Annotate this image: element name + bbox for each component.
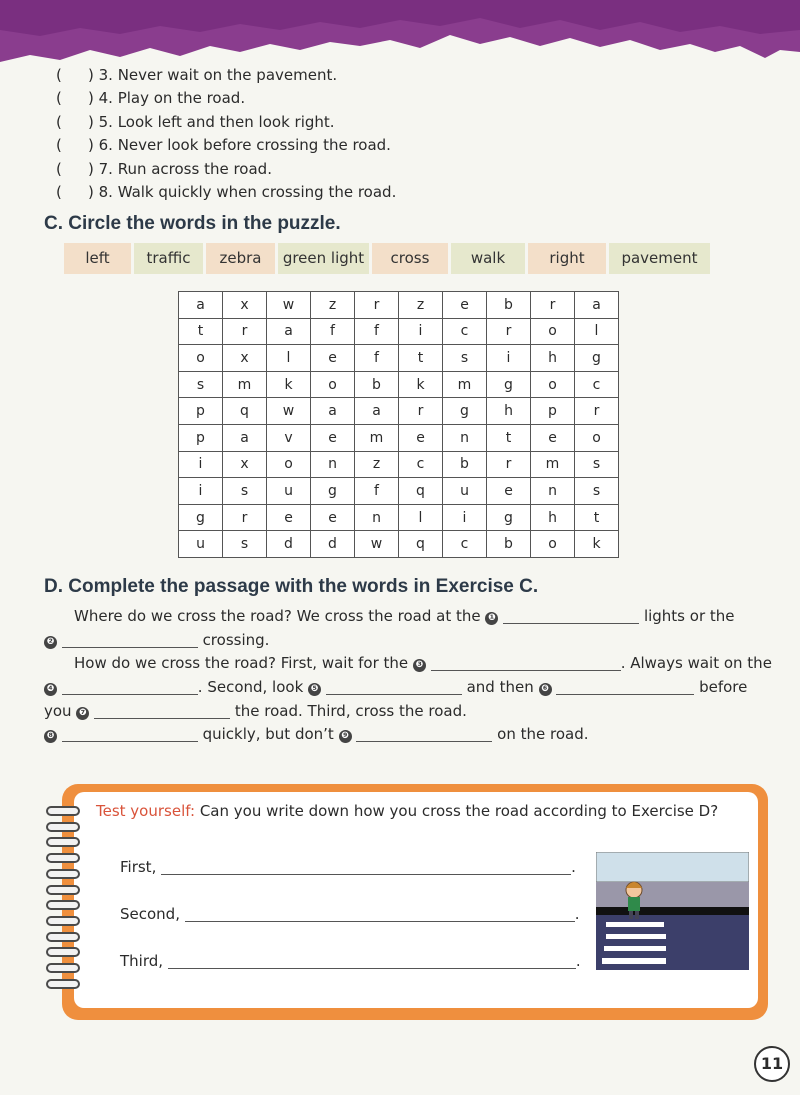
grid-cell[interactable]: c: [443, 318, 487, 345]
binding-ring: [46, 837, 80, 847]
statement-item: [56, 158, 396, 181]
grid-cell[interactable]: m: [531, 451, 575, 478]
passage-text: How do we cross the road? First, wait for the: [74, 654, 409, 672]
blank-number-1: ❶: [485, 612, 498, 625]
grid-cell[interactable]: f: [355, 478, 399, 505]
period: .: [575, 952, 581, 970]
binding-ring: [46, 869, 80, 879]
grid-cell[interactable]: k: [575, 531, 619, 558]
statement-text: ) 3. Never wait on the pavement.: [88, 66, 338, 84]
first-label: First,: [120, 858, 157, 876]
answer-blank-1[interactable]: [503, 609, 639, 624]
grid-row: [179, 292, 619, 319]
grid-cell[interactable]: n: [355, 504, 399, 531]
blank-number-9: ❾: [339, 730, 352, 743]
grid-cell[interactable]: i: [179, 478, 223, 505]
answer-blank-8[interactable]: [62, 727, 198, 742]
answer-blank-9[interactable]: [356, 727, 492, 742]
binding-ring: [46, 806, 80, 816]
third-label: Third,: [120, 952, 164, 970]
blank-number-2: ❷: [44, 636, 57, 649]
grid-cell[interactable]: l: [267, 345, 311, 372]
grid-cell[interactable]: s: [443, 345, 487, 372]
grid-cell[interactable]: c: [443, 531, 487, 558]
binding-ring: [46, 963, 80, 973]
passage-text: and then: [466, 678, 534, 696]
word-bank-chip: traffic: [134, 243, 203, 274]
grid-cell[interactable]: r: [531, 292, 575, 319]
answer-blank-5[interactable]: [326, 680, 462, 695]
grid-cell[interactable]: o: [311, 371, 355, 398]
grid-cell[interactable]: b: [443, 451, 487, 478]
grid-cell[interactable]: o: [531, 371, 575, 398]
grid-cell[interactable]: z: [311, 292, 355, 319]
section-c-title: C. Circle the words in the puzzle.: [44, 213, 341, 234]
grid-cell[interactable]: g: [487, 504, 531, 531]
answer-bracket[interactable]: (: [56, 159, 62, 178]
grid-cell[interactable]: e: [487, 478, 531, 505]
grid-cell[interactable]: r: [399, 398, 443, 425]
grid-cell[interactable]: f: [355, 318, 399, 345]
answer-line-first: [120, 858, 576, 876]
grid-cell[interactable]: s: [575, 478, 619, 505]
answer-blank-2[interactable]: [62, 633, 198, 648]
grid-cell[interactable]: z: [355, 451, 399, 478]
second-label: Second,: [120, 905, 180, 923]
grid-cell[interactable]: s: [179, 371, 223, 398]
grid-cell[interactable]: a: [179, 292, 223, 319]
grid-cell[interactable]: u: [267, 478, 311, 505]
binding-ring: [46, 822, 80, 832]
grid-cell[interactable]: x: [223, 345, 267, 372]
grid-cell[interactable]: w: [355, 531, 399, 558]
grid-cell[interactable]: p: [531, 398, 575, 425]
grid-cell[interactable]: o: [531, 318, 575, 345]
grid-cell[interactable]: t: [487, 424, 531, 451]
grid-cell[interactable]: e: [311, 504, 355, 531]
grid-cell[interactable]: o: [575, 424, 619, 451]
passage-line-3: [74, 654, 772, 672]
word-bank: [64, 243, 713, 274]
binding-ring: [46, 916, 80, 926]
blank-number-3: ❸: [413, 659, 426, 672]
grid-cell[interactable]: v: [267, 424, 311, 451]
grid-cell[interactable]: a: [311, 398, 355, 425]
statement-text: ) 5. Look left and then look right.: [88, 112, 335, 131]
grid-cell[interactable]: d: [267, 531, 311, 558]
grid-cell[interactable]: k: [399, 371, 443, 398]
grid-cell[interactable]: t: [179, 318, 223, 345]
statement-text: ) 4. Play on the road.: [88, 89, 246, 108]
answer-blank-6[interactable]: [556, 680, 694, 695]
grid-cell[interactable]: q: [399, 478, 443, 505]
grid-cell[interactable]: i: [443, 504, 487, 531]
passage-text: before: [699, 678, 748, 696]
grid-cell[interactable]: b: [355, 371, 399, 398]
word-bank-chip: right: [528, 243, 606, 274]
grid-cell[interactable]: e: [399, 424, 443, 451]
zebra-crossing-illustration: [596, 852, 749, 970]
grid-cell[interactable]: x: [223, 292, 267, 319]
blank-number-4: ❹: [44, 683, 57, 696]
grid-cell[interactable]: i: [179, 451, 223, 478]
grid-cell[interactable]: s: [223, 531, 267, 558]
grid-cell[interactable]: u: [179, 531, 223, 558]
grid-cell[interactable]: b: [487, 531, 531, 558]
grid-cell[interactable]: e: [531, 424, 575, 451]
grid-cell[interactable]: r: [223, 318, 267, 345]
grid-cell[interactable]: n: [443, 424, 487, 451]
blank-number-8: ❽: [44, 730, 57, 743]
answer-blank-3[interactable]: [431, 656, 621, 671]
passage-text: on the road.: [497, 725, 589, 743]
grid-cell[interactable]: g: [575, 345, 619, 372]
grid-row: [179, 398, 619, 425]
passage-line-6: [44, 725, 589, 743]
statement-text: ) 6. Never look before crossing the road.: [88, 136, 391, 155]
grid-cell[interactable]: m: [355, 424, 399, 451]
answer-bracket[interactable]: (: [56, 112, 62, 131]
grid-cell[interactable]: q: [399, 531, 443, 558]
word-bank-chip: pavement: [609, 243, 710, 274]
grid-cell[interactable]: e: [267, 504, 311, 531]
passage-line-1: [74, 607, 735, 625]
grid-row: [179, 451, 619, 478]
passage-text: you: [44, 702, 72, 720]
word-search-grid: [178, 291, 619, 558]
grid-row: [179, 531, 619, 558]
answer-line-third: [120, 952, 581, 970]
grid-cell[interactable]: a: [223, 424, 267, 451]
grid-cell[interactable]: r: [575, 398, 619, 425]
blank-number-6: ❻: [539, 683, 552, 696]
statement-text: ) 8. Walk quickly when crossing the road.: [88, 182, 397, 201]
grid-cell[interactable]: a: [355, 398, 399, 425]
passage-line-4: [44, 678, 747, 696]
grid-cell[interactable]: a: [267, 318, 311, 345]
page-number: 11: [754, 1046, 790, 1082]
grid-cell[interactable]: h: [487, 398, 531, 425]
grid-cell[interactable]: l: [575, 318, 619, 345]
grid-cell[interactable]: n: [311, 451, 355, 478]
binding-ring: [46, 979, 80, 989]
word-bank-chip: zebra: [206, 243, 275, 274]
grid-cell[interactable]: h: [531, 504, 575, 531]
grid-row: [179, 478, 619, 505]
grid-row: [179, 318, 619, 345]
grid-cell[interactable]: e: [443, 292, 487, 319]
grid-cell[interactable]: u: [443, 478, 487, 505]
period: .: [571, 858, 576, 876]
binding-ring: [46, 853, 80, 863]
grid-cell[interactable]: r: [487, 451, 531, 478]
grid-cell[interactable]: g: [179, 504, 223, 531]
grid-cell[interactable]: g: [487, 371, 531, 398]
grid-cell[interactable]: t: [399, 345, 443, 372]
grid-row: [179, 424, 619, 451]
statement-item: [56, 134, 396, 157]
passage-text: . Always wait on the: [620, 654, 772, 672]
binding-ring: [46, 932, 80, 942]
grid-cell[interactable]: o: [267, 451, 311, 478]
passage-text: Where do we cross the road? We cross the road at the: [74, 607, 481, 625]
grid-cell[interactable]: k: [267, 371, 311, 398]
statement-item: [56, 64, 396, 87]
answer-bracket[interactable]: (: [56, 89, 62, 108]
test-yourself-question: [96, 802, 718, 820]
grid-cell[interactable]: a: [575, 292, 619, 319]
word-bank-chip: green light: [278, 243, 369, 274]
grid-cell[interactable]: o: [179, 345, 223, 372]
grid-cell[interactable]: w: [267, 292, 311, 319]
grid-cell[interactable]: h: [531, 345, 575, 372]
grid-cell[interactable]: g: [443, 398, 487, 425]
question-text: Can you write down how you cross the road according to Exercise D?: [199, 802, 719, 820]
grid-cell[interactable]: w: [267, 398, 311, 425]
grid-cell[interactable]: g: [311, 478, 355, 505]
passage-text: . Second, look: [197, 678, 304, 696]
blank-number-7: ❼: [76, 707, 89, 720]
grid-cell[interactable]: s: [575, 451, 619, 478]
true-false-statements: [56, 64, 396, 204]
passage-line-2: [44, 631, 269, 649]
grid-cell[interactable]: r: [487, 318, 531, 345]
grid-row: [179, 371, 619, 398]
statement-item: [56, 87, 396, 110]
second-answer-input[interactable]: [185, 907, 575, 922]
statement-text: ) 7. Run across the road.: [88, 159, 272, 178]
binding-ring: [46, 900, 80, 910]
answer-line-second: [120, 905, 580, 923]
statement-item: [56, 181, 396, 204]
grid-cell[interactable]: d: [311, 531, 355, 558]
word-bank-chip: cross: [372, 243, 448, 274]
answer-bracket[interactable]: (: [56, 136, 62, 155]
grid-cell[interactable]: o: [531, 531, 575, 558]
grid-cell[interactable]: z: [399, 292, 443, 319]
blank-number-5: ❺: [308, 683, 321, 696]
grid-cell[interactable]: l: [399, 504, 443, 531]
word-bank-chip: walk: [451, 243, 525, 274]
grid-cell[interactable]: r: [355, 292, 399, 319]
test-yourself-label: Test yourself:: [96, 802, 196, 820]
statement-item: [56, 111, 396, 134]
grid-cell[interactable]: r: [223, 504, 267, 531]
answer-bracket[interactable]: (: [56, 182, 62, 201]
passage-text: crossing.: [202, 631, 270, 649]
grid-cell[interactable]: c: [575, 371, 619, 398]
passage-text: the road. Third, cross the road.: [234, 702, 467, 720]
grid-cell[interactable]: e: [311, 345, 355, 372]
answer-blank-7[interactable]: [94, 704, 230, 719]
grid-cell[interactable]: m: [223, 371, 267, 398]
grid-cell[interactable]: c: [399, 451, 443, 478]
period: .: [574, 905, 580, 923]
section-d-title: D. Complete the passage with the words in Exercise C.: [44, 576, 539, 597]
grid-cell[interactable]: x: [223, 451, 267, 478]
answer-blank-4[interactable]: [62, 680, 198, 695]
binding-ring: [46, 947, 80, 957]
grid-cell[interactable]: p: [179, 398, 223, 425]
grid-cell[interactable]: t: [575, 504, 619, 531]
grid-cell[interactable]: b: [487, 292, 531, 319]
first-answer-input[interactable]: [161, 860, 571, 875]
grid-cell[interactable]: i: [399, 318, 443, 345]
grid-cell[interactable]: n: [531, 478, 575, 505]
grid-cell[interactable]: p: [179, 424, 223, 451]
grid-cell[interactable]: f: [355, 345, 399, 372]
third-answer-input[interactable]: [168, 954, 576, 969]
grid-row: [179, 345, 619, 372]
binding-ring: [46, 885, 80, 895]
grid-cell[interactable]: q: [223, 398, 267, 425]
grid-cell[interactable]: f: [311, 318, 355, 345]
grid-cell[interactable]: i: [487, 345, 531, 372]
answer-bracket[interactable]: (: [56, 66, 62, 84]
grid-cell[interactable]: m: [443, 371, 487, 398]
word-bank-chip: left: [64, 243, 131, 274]
passage-line-5: [44, 702, 467, 720]
passage-text: quickly, but don’t: [202, 725, 334, 743]
passage-text: lights or the: [643, 607, 735, 625]
grid-row: [179, 504, 619, 531]
grid-cell[interactable]: e: [311, 424, 355, 451]
grid-cell[interactable]: s: [223, 478, 267, 505]
